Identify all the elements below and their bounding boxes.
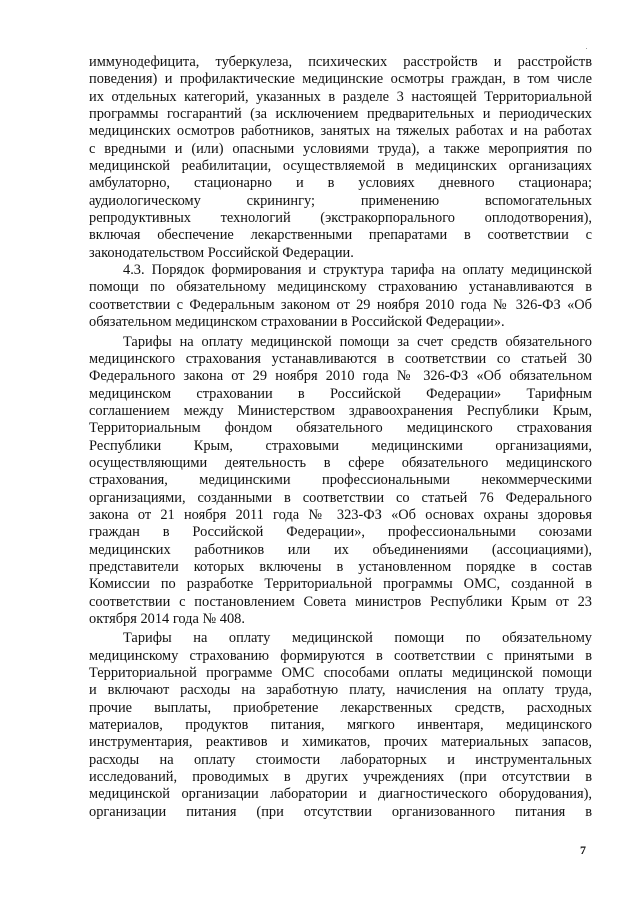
text-line: репродуктивных технологий (экстракорпорального оплодотворения),: [89, 210, 592, 227]
text-line: Комиссии по разработке Территориальной программы ОМС, созданной в: [89, 576, 592, 593]
text-line: поведения) и профилактические медицинские осмотры граждан, в том числе: [89, 71, 592, 88]
text-line: соответствии с Федеральным законом от 29 ноября 2010 года № 326-ФЗ «Об: [89, 296, 592, 313]
text-line: осуществляющими деятельность в сфере обязательного медицинского: [89, 454, 592, 471]
text-line: Тарифы на оплату медицинской помощи по обязательному: [123, 630, 592, 647]
page-number: 7: [580, 843, 586, 857]
text-line: медицинской организации лаборатории и диагностического оборудования),: [89, 786, 592, 803]
text-line: граждан в Российской Федерации», профессиональными союзами: [89, 524, 592, 541]
text-line: материалов, продуктов питания, мягкого инвентаря, медицинского: [89, 717, 592, 734]
paragraph-1: [89, 54, 592, 262]
text-line: медицинских осмотров работников, занятых на тяжелых работах и на работах: [89, 123, 592, 140]
text-line: закона от 21 ноября 2011 года № 323-ФЗ «Об основах охраны здоровья: [89, 506, 592, 523]
text-line: медицинской реабилитации, осуществляемой в медицинских организациях: [89, 158, 592, 175]
text-line: включая обеспечение лекарственными препаратами в соответствии с: [89, 227, 592, 244]
text-line: медицинского страхования устанавливаются в соответствии со статьей 30: [89, 350, 592, 367]
text-line: октября 2014 года № 408.: [89, 611, 245, 627]
text-line: аудиологическому скринингу; применению вспомогательных: [89, 192, 592, 209]
text-line: страхования, медицинскими профессиональными некоммерческими: [89, 472, 592, 489]
text-line: обязательном медицинском страховании в Российской Федерации».: [89, 314, 505, 331]
text-line: соглашением между Министерством здравоохранения Республики Крым,: [89, 402, 592, 419]
text-line: Тарифы на оплату медицинской помощи за счет средств обязательного: [123, 333, 592, 350]
scan-speck: [586, 48, 587, 49]
text-line: организациями, созданными в соответствии со статьей 76 Федерального: [89, 489, 592, 506]
text-line: их отдельных категорий, указанных в разделе 3 настоящей Территориальной: [89, 88, 592, 105]
text-line: 4.3. Порядок формирования и структура тарифа на оплату медицинской: [123, 262, 592, 279]
text-line: медицинских работников или их объединениями (ассоциациями),: [89, 541, 592, 558]
text-line: Территориальным фондом обязательного медицинского страхования: [89, 420, 592, 437]
text-line: медицинскому страхованию формируются в соответствии с принятыми в: [89, 647, 592, 664]
text-line: законодательством Российской Федерации.: [89, 244, 354, 261]
paragraph-tariffs-establishment: [89, 334, 592, 629]
text-line: исследований, проводимых в других учреждениях (при отсутствии в: [89, 769, 592, 786]
text-line: помощи по обязательному медицинскому страхованию устанавливаются в: [89, 279, 592, 296]
text-line: Республики Крым, страховыми медицинскими организациями,: [89, 437, 592, 454]
text-line: иммунодефицита, туберкулеза, психических расстройств и расстройств: [89, 54, 592, 70]
text-line: программы госгарантий (за исключением предварительных и периодических: [89, 106, 592, 123]
text-line: прочие выплаты, приобретение лекарственных средств, расходных: [89, 699, 592, 716]
text-line: медицинском страховании в Российской Федерации» Тарифным: [89, 385, 592, 402]
text-line: с вредными и (или) опасными условиями труда), а также мероприятия по: [89, 140, 592, 157]
text-line: организации питания (при отсутствии организованного питания в: [89, 803, 592, 820]
text-line: соответствии с постановлением Совета министров Республики Крым от 23: [89, 593, 592, 610]
paragraph-4-3: [89, 262, 592, 331]
paragraph-tariffs-formation: [89, 630, 592, 821]
document-body: [89, 54, 592, 821]
text-line: инструментария, реактивов и химикатов, прочих материальных запасов,: [89, 734, 592, 751]
text-line: Территориальной программе ОМС способами оплаты медицинской помощи: [89, 665, 592, 682]
text-line: Федерального закона от 29 ноября 2010 года № 326-ФЗ «Об обязательном: [89, 368, 592, 385]
text-line: амбулаторно, стационарно и в условиях дневного стационара;: [89, 175, 592, 192]
text-line: представители которых включены в установленном порядке в состав: [89, 558, 592, 575]
text-line: расходы на оплату стоимости лабораторных и инструментальных: [89, 751, 592, 768]
text-line: и включают расходы на заработную плату, начисления на оплату труда,: [89, 682, 592, 699]
